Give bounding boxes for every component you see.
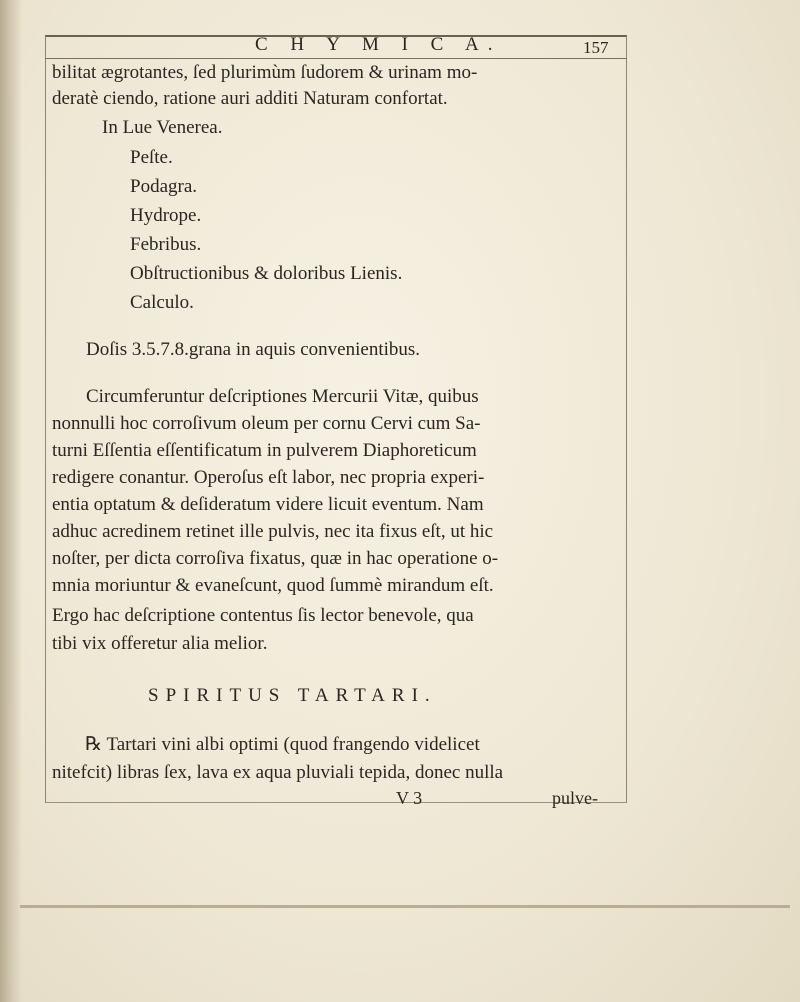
text-line: turni Eſſentia eſſentificatum in pulverem Diaphoreticum [52,440,477,461]
running-head: C H Y M I C A. [255,34,502,55]
text-line: Hydrope. [130,205,202,226]
text-line: redigere conantur. Operoſus eſt labor, nec propria experi- [52,467,485,488]
text-line: nitefcit) libras ſex, lava ex aqua pluviali tepida, donec nulla [52,762,504,783]
page-number: 157 [583,38,609,57]
text-line: Circumferuntur deſcriptiones Mercurii Vitæ, quibus [86,386,479,407]
gutter-shadow [0,0,22,1002]
text-line: Doſis 3.5.7.8.grana in aquis convenientibus. [86,339,421,360]
text-line: Ergo hac deſcriptione contentus ſis lector benevole, qua [52,605,474,626]
text-line: Calculo. [130,292,194,313]
text-line: deratè ciendo, ratione auri additi Naturam confortat. [52,88,448,109]
text-line: mnia moriuntur & evaneſcunt, quod ſummè mirandum eſt. [52,575,494,596]
text-line: ℞ Tartari vini albi optimi (quod frangendo videlicet [85,734,480,755]
text-line: nonnulli hoc corroſivum oleum per cornu Cervi cum Sa- [52,413,481,434]
text-line: bilitat ægrotantes, ſed plurimùm ſudorem & urinam mo- [52,62,478,83]
text-line: Peſte. [130,147,173,168]
text-line: Febribus. [130,234,202,255]
section-heading: SPIRITUS TARTARI. [148,685,437,706]
text-line: Obſtructionibus & doloribus Lienis. [130,263,403,284]
text-line: In Lue Venerea. [102,117,223,138]
text-line: adhuc acredinem retinet ille pulvis, nec ita fixus eſt, ut hic [52,521,494,542]
catchword: pulve- [552,788,598,808]
header-rule [45,58,627,59]
page-edge [20,905,790,908]
signature-mark: V 3 [396,788,423,808]
text-line: entia optatum & deſideratum videre licuit eventum. Nam [52,494,484,515]
text-line: Podagra. [130,176,198,197]
text-line: noſter, per dicta corroſiva fixatus, quæ in hac operatione o- [52,548,499,569]
text-line: tibi vix offeretur alia melior. [52,633,268,654]
